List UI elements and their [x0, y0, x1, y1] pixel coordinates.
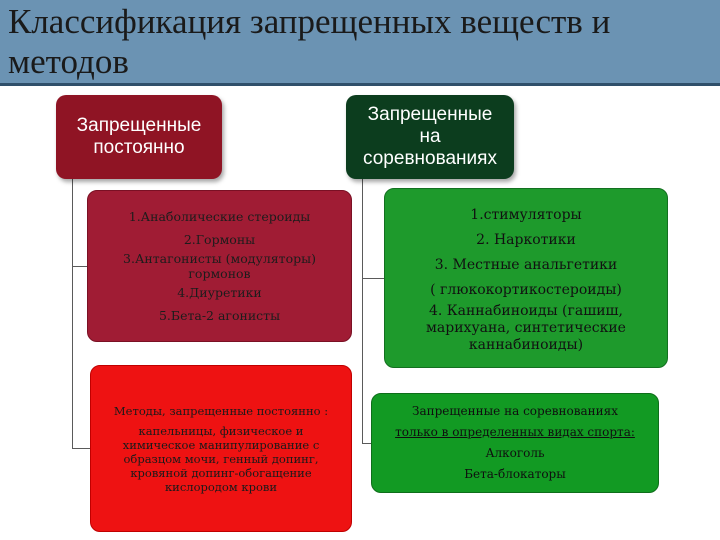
- substances-competition-box: [384, 188, 668, 368]
- header-prohibited-in-competition: [346, 95, 514, 179]
- competitions-line: Запрещенные на соревнованиях: [411, 404, 619, 418]
- methods-heading: Методы, запрещенные постоянно :: [113, 403, 329, 418]
- list-item: 4. Каннабиноиды (гашиш,: [428, 302, 624, 319]
- connector-right-vertical: [362, 179, 363, 444]
- list-item: 2. Наркотики: [476, 231, 576, 248]
- header-right-line2: на: [419, 126, 441, 147]
- connector-left-vertical: [72, 179, 73, 449]
- connector-left-to-methods: [72, 448, 90, 449]
- header-right-line3: соревнованиях: [363, 148, 497, 169]
- connector-right-to-competitions: [362, 443, 371, 444]
- list-item: 2.Гормоны: [183, 232, 256, 247]
- competitions-line: Бета-блокаторы: [464, 467, 566, 481]
- methods-always-box: [90, 365, 352, 532]
- list-item: 1.стимуляторы: [470, 206, 582, 223]
- header-prohibited-always: [56, 95, 222, 179]
- substances-always-box: [87, 190, 352, 342]
- specific-sports-box: [371, 393, 659, 493]
- methods-line: кровяной допинг-обогащение: [130, 465, 312, 480]
- connector-left-to-list: [72, 266, 87, 267]
- competitions-line: Алкоголь: [485, 446, 545, 460]
- header-right-line1: Запрещенные: [367, 104, 493, 125]
- methods-line: капельницы, физическое и: [138, 423, 304, 438]
- title-bar: [0, 0, 720, 86]
- list-item: 3. Местные анальгетики: [434, 256, 618, 273]
- list-item: 3.Антагонисты (модуляторы): [123, 251, 316, 266]
- connector-right-to-list: [362, 278, 384, 279]
- list-item: каннабиноиды): [468, 336, 584, 353]
- header-left-line1: Запрещенные: [76, 115, 202, 136]
- list-item: ( глюкокортикостероиды): [430, 281, 622, 298]
- list-item: марихуана, синтетические: [426, 319, 626, 336]
- list-item: 5.Бета-2 агонисты: [158, 308, 281, 323]
- list-item: гормонов: [188, 266, 251, 281]
- methods-line: кислородом крови: [164, 479, 278, 494]
- slide-title: Классификация запрещенных веществ и методов: [8, 2, 611, 81]
- competitions-line-underlined: только в определенных видах спорта:: [395, 425, 635, 439]
- methods-line: химическое манипулирование с: [122, 437, 320, 452]
- list-item: 4.Диуретики: [177, 285, 262, 300]
- list-item: 1.Анаболические стероиды: [128, 209, 311, 224]
- methods-line: образцом мочи, генный допинг,: [123, 451, 319, 466]
- header-left-line2: постоянно: [93, 137, 185, 158]
